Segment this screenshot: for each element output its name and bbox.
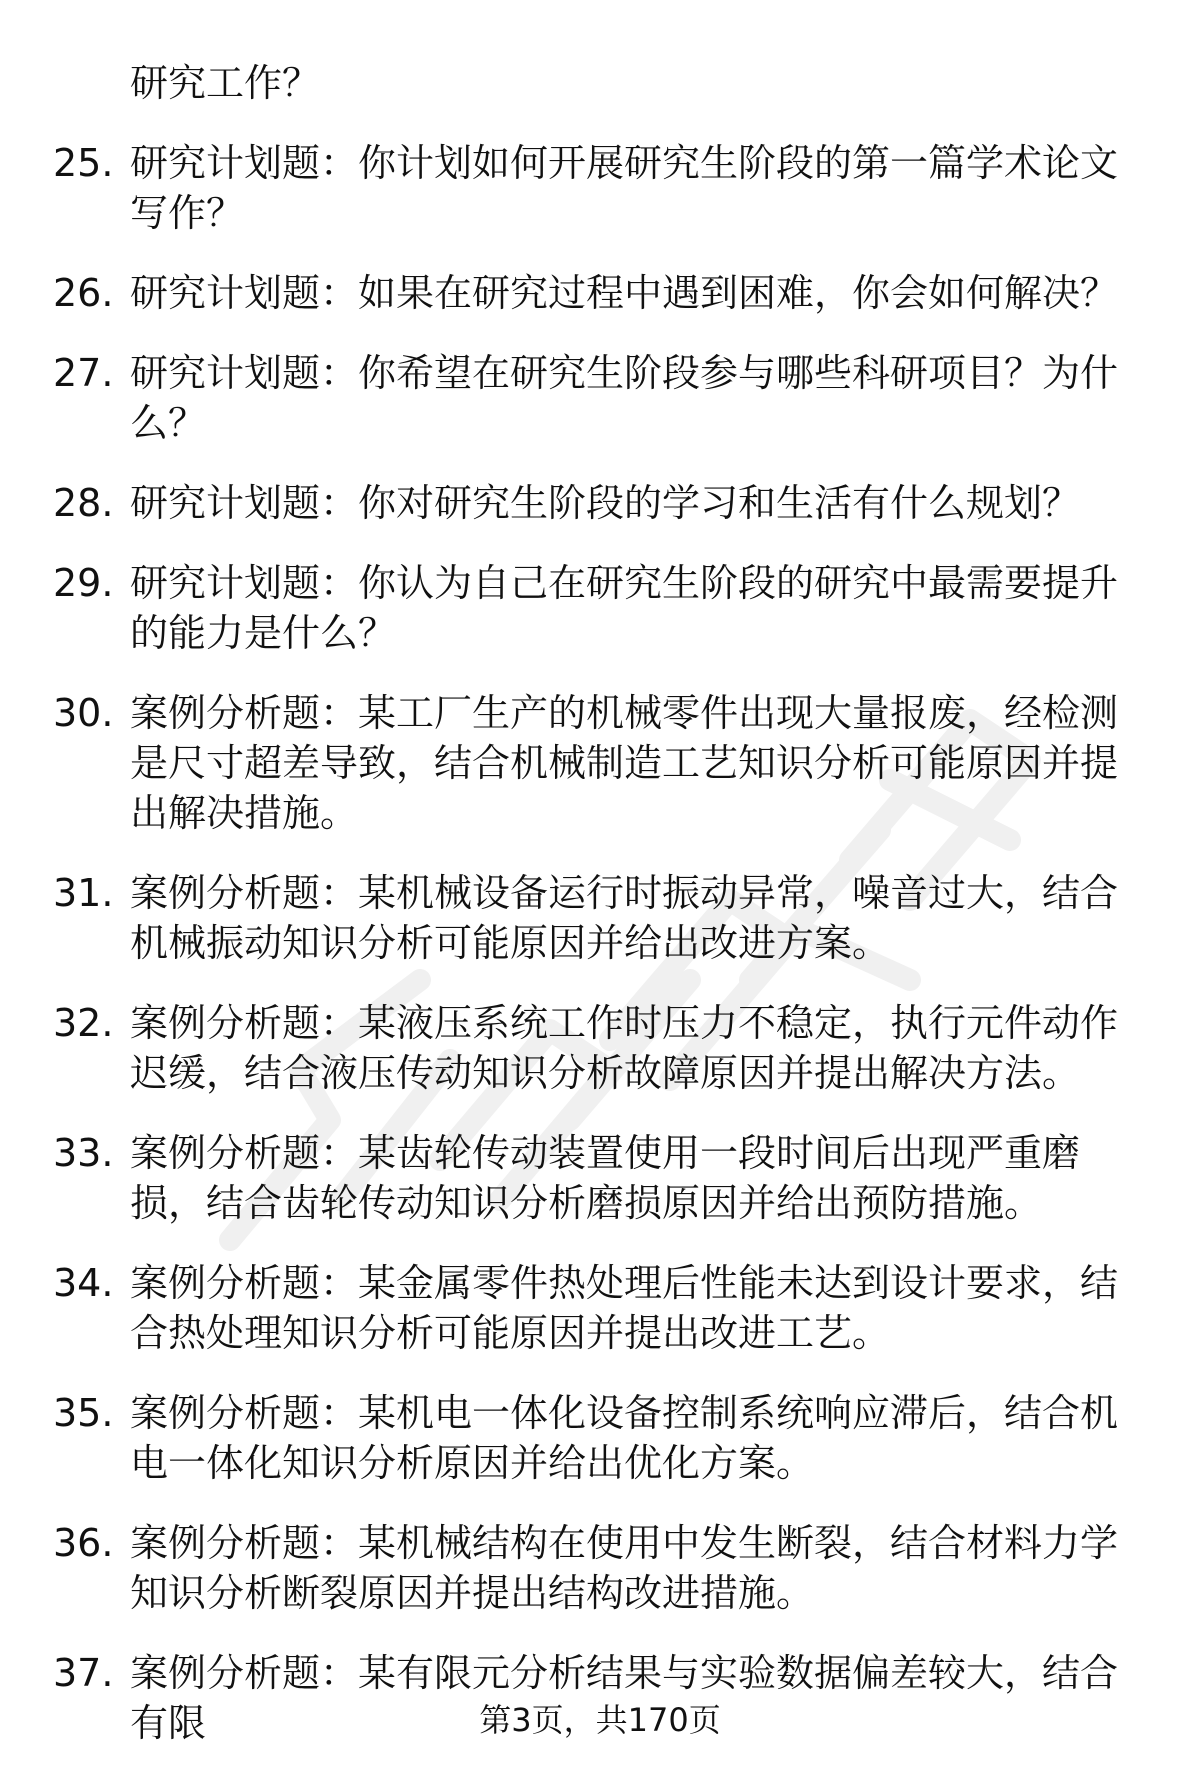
item-text: 研究工作？ <box>130 61 321 105</box>
item-number: 28. <box>53 481 114 525</box>
item-text: 案例分析题：某机电一体化设备控制系统响应滞后，结合机电一体化知识分析原因并给出优化方案。 <box>130 1391 1119 1485</box>
list-item <box>0 268 1200 318</box>
page-footer: 第3页，共170页 <box>479 1701 721 1739</box>
item-number: 25. <box>53 141 114 185</box>
item-number: 31. <box>53 871 114 915</box>
list-item <box>0 1388 1200 1488</box>
item-number: 30. <box>53 691 114 735</box>
item-number: 34. <box>53 1261 114 1305</box>
list-item <box>0 348 1200 448</box>
item-text: 研究计划题：你计划如何开展研究生阶段的第一篇学术论文写作？ <box>130 141 1119 235</box>
item-text: 案例分析题：某液压系统工作时压力不稳定，执行元件动作迟缓，结合液压传动知识分析故障原因并提出解决方法。 <box>130 1001 1119 1095</box>
item-text: 研究计划题：你对研究生阶段的学习和生活有什么规划？ <box>130 481 1081 525</box>
list-item <box>0 58 1200 108</box>
item-text: 案例分析题：某机械结构在使用中发生断裂，结合材料力学知识分析断裂原因并提出结构改进措施。 <box>130 1521 1119 1615</box>
item-text: 案例分析题：某工厂生产的机械零件出现大量报废，经检测是尺寸超差导致，结合机械制造工艺知识分析可能原因并提出解决措施。 <box>130 691 1119 835</box>
list-item <box>0 688 1200 838</box>
question-list <box>0 58 1200 1778</box>
item-number: 27. <box>53 351 114 395</box>
item-text: 案例分析题：某有限元分析结果与实验数据偏差较大，结合有限 <box>130 1651 1119 1745</box>
item-text: 研究计划题：你认为自己在研究生阶段的研究中最需要提升的能力是什么？ <box>130 561 1119 655</box>
item-number: 29. <box>53 561 114 605</box>
item-text: 案例分析题：某机械设备运行时振动异常，噪音过大，结合机械振动知识分析可能原因并给出改进方案。 <box>130 871 1119 965</box>
list-item <box>0 868 1200 968</box>
item-number: 35. <box>53 1391 114 1435</box>
item-text: 案例分析题：某齿轮传动装置使用一段时间后出现严重磨损，结合齿轮传动知识分析磨损原因并给出预防措施。 <box>130 1131 1081 1225</box>
item-number: 36. <box>53 1521 114 1565</box>
item-number: 33. <box>53 1131 114 1175</box>
list-item <box>0 558 1200 658</box>
item-number: 32. <box>53 1001 114 1045</box>
item-text: 案例分析题：某金属零件热处理后性能未达到设计要求，结合热处理知识分析可能原因并提出改进工艺。 <box>130 1261 1119 1355</box>
list-item <box>0 1128 1200 1228</box>
list-item <box>0 998 1200 1098</box>
item-text: 研究计划题：如果在研究过程中遇到困难，你会如何解决？ <box>130 271 1119 315</box>
item-number: 26. <box>53 271 114 315</box>
list-item <box>0 1518 1200 1618</box>
list-item <box>0 478 1200 528</box>
item-text: 研究计划题：你希望在研究生阶段参与哪些科研项目？为什么？ <box>130 351 1119 445</box>
item-number: 37. <box>53 1651 114 1695</box>
list-item <box>0 1258 1200 1358</box>
list-item <box>0 138 1200 238</box>
